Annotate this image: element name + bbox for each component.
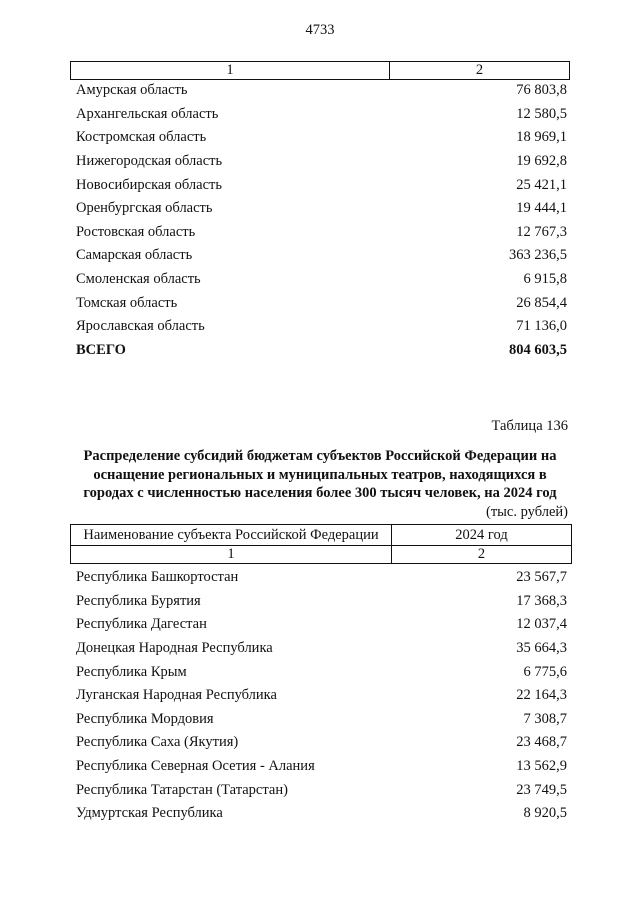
subsidy-value: 76 803,8 — [516, 82, 567, 99]
table-number-label: Таблица 136 — [491, 418, 568, 434]
subsidy-value: 12 767,3 — [516, 223, 567, 240]
region-name: Республика Татарстан (Татарстан) — [76, 781, 288, 798]
subsidy-value: 19 692,8 — [516, 153, 567, 170]
table1-col-number-2: 2 — [475, 62, 484, 78]
region-name: Республика Мордовия — [76, 710, 214, 727]
table1-col-number-1: 1 — [71, 62, 390, 79]
region-name: Республика Бурятия — [76, 592, 201, 609]
region-name: Республика Крым — [76, 663, 187, 680]
subsidy-value: 26 854,4 — [516, 294, 567, 311]
subsidy-value: 13 562,9 — [516, 758, 567, 775]
subsidy-value: 363 236,5 — [509, 247, 567, 264]
table-title-line: оснащение региональных и муниципальных театров, находящихся в — [93, 466, 547, 483]
region-name: Ярославская область — [76, 318, 205, 335]
region-name: Оренбургская область — [76, 200, 213, 217]
table-row — [76, 79, 567, 103]
table-title-line: Распределение субсидий бюджетам субъектов Российской Федерации на — [83, 448, 557, 464]
region-name: Луганская Народная Республика — [76, 687, 277, 704]
subsidy-value: 6 915,8 — [523, 271, 567, 288]
table-row — [76, 268, 567, 292]
table-row — [76, 731, 567, 755]
region-name: Республика Северная Осетия - Алания — [76, 758, 315, 775]
table-row — [76, 613, 567, 637]
page-number: 4733 — [305, 22, 335, 38]
subsidy-value: 6 775,6 — [523, 663, 567, 680]
table-title — [70, 447, 570, 503]
table-title-line: городах с численностью населения более 300 тысяч человек, на 2024 год — [83, 485, 557, 501]
subsidy-value: 8 920,5 — [523, 805, 567, 822]
table-row — [76, 637, 567, 661]
subsidy-value: 23 468,7 — [516, 734, 567, 751]
region-name: Костромская область — [76, 129, 207, 146]
table-row — [76, 291, 567, 315]
region-name: Томская область — [76, 294, 178, 311]
table-row — [76, 708, 567, 732]
region-name: Республика Саха (Якутия) — [76, 734, 239, 751]
table2-body — [76, 566, 567, 826]
table-row — [76, 126, 567, 150]
subsidy-value: 17 368,3 — [516, 592, 567, 609]
subsidy-value: 7 308,7 — [523, 710, 567, 727]
column-header-year: 2024 год — [455, 527, 508, 543]
total-label: ВСЕГО — [76, 341, 126, 358]
subsidy-value: 19 444,1 — [516, 200, 567, 217]
subsidy-value: 12 037,4 — [516, 616, 567, 633]
table-row — [76, 173, 567, 197]
table-row — [76, 150, 567, 174]
table-row — [76, 197, 567, 221]
column-header-subject: Наименование субъекта Российской Федерации — [71, 525, 392, 545]
table-row — [76, 802, 567, 826]
table2-header-row — [71, 525, 571, 545]
subsidy-value: 35 664,3 — [516, 640, 567, 657]
table-row — [76, 315, 567, 339]
table1-body — [76, 79, 567, 362]
subsidy-value: 23 567,7 — [516, 569, 567, 586]
region-name: Республика Башкортостан — [76, 569, 239, 586]
table-row — [76, 755, 567, 779]
column-number-2: 2 — [477, 546, 486, 562]
table-row — [76, 244, 567, 268]
subsidy-value: 12 580,5 — [516, 105, 567, 122]
table-row — [76, 221, 567, 245]
region-name: Ростовская область — [76, 223, 196, 240]
table-row — [76, 778, 567, 802]
region-name: Смоленская область — [76, 271, 201, 288]
subsidy-value: 18 969,1 — [516, 129, 567, 146]
table1-column-number-header — [70, 61, 570, 80]
column-number-1: 1 — [71, 546, 392, 563]
table-row — [76, 684, 567, 708]
region-name: Удмуртская Республика — [76, 805, 223, 822]
region-name: Амурская область — [76, 82, 188, 99]
region-name: Донецкая Народная Республика — [76, 640, 273, 657]
units-label: (тыс. рублей) — [486, 504, 568, 520]
region-name: Новосибирская область — [76, 176, 222, 193]
subsidy-value: 71 136,0 — [516, 318, 567, 335]
total-value: 804 603,5 — [509, 341, 567, 358]
table-row — [76, 566, 567, 590]
region-name: Архангельская область — [76, 105, 219, 122]
region-name: Самарская область — [76, 247, 193, 264]
table-row — [76, 590, 567, 614]
total-row — [76, 339, 567, 363]
subsidy-value: 25 421,1 — [516, 176, 567, 193]
subsidy-value: 22 164,3 — [516, 687, 567, 704]
table-row — [76, 660, 567, 684]
subsidy-value: 23 749,5 — [516, 781, 567, 798]
table2-header — [70, 524, 572, 564]
region-name: Нижегородская область — [76, 153, 223, 170]
table-row — [76, 103, 567, 127]
region-name: Республика Дагестан — [76, 616, 207, 633]
table2-number-row — [71, 545, 571, 563]
